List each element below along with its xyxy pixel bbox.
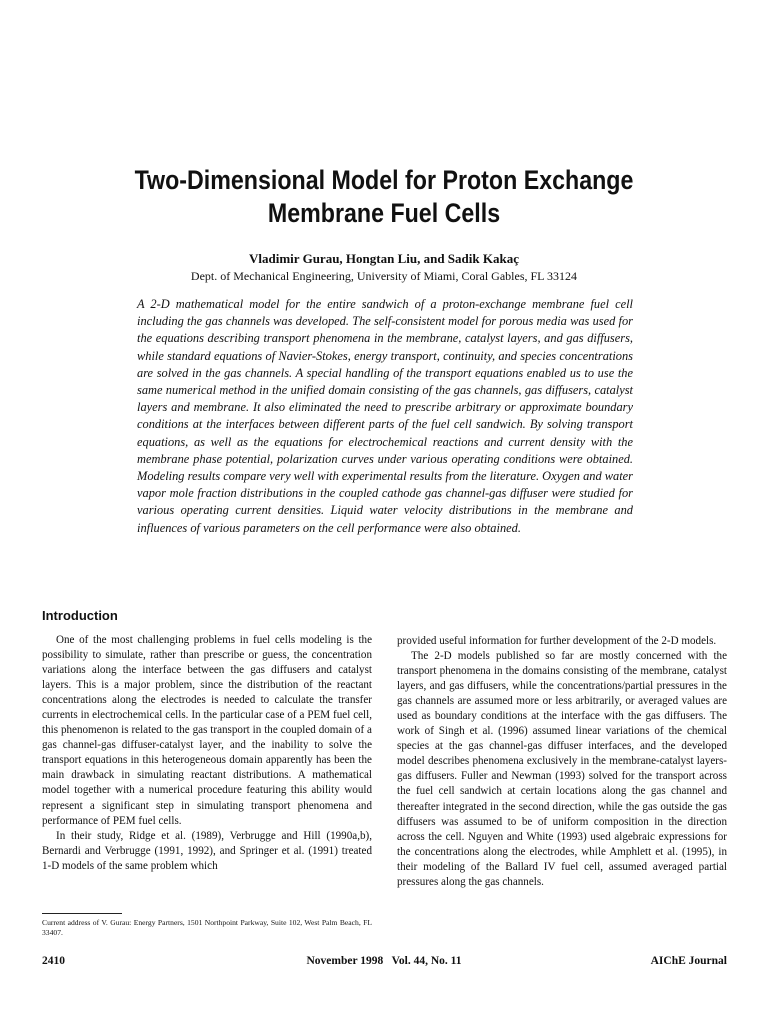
page-number: 2410 — [42, 955, 65, 967]
body-paragraph: In their study, Ridge et al. (1989), Verbrugge and Hill (1990a,b), Bernardi and Verbrugge (1991, 1992), and Springer et al. (1991) treated 1-D models of the same problem which — [42, 829, 372, 872]
body-paragraph: provided useful information for further development of the 2-D models. — [397, 635, 717, 647]
left-column — [42, 633, 372, 874]
section-heading-introduction: Introduction — [42, 608, 118, 623]
body-paragraph: One of the most challenging problems in fuel cells modeling is the possibility to simulate, rather than prescribe or guess, the concentration variations along the interface between the gas diffusers and catalyst layers. This is a major problem, since the distribution of the reactant concentrations along the electrodes is needed to calculate the transfer currents in electrochemical cells. In the particular case of a PEM fuel cell, this phenomenon is related to the gas transport in the coupled domain of a gas channel-gas diffuser-catalyst layer, and the inability to solve the transport equations in this heterogeneous domain apparently has been the main drawback in simulating reactant distributions. A mathematical model together with a numerical procedure featuring this ability would represent a significant step in simulating transport phenomena and performance of PEM fuel cells. — [42, 634, 372, 827]
right-column — [397, 634, 727, 890]
paper-title-line-1: Two-Dimensional Model for Proton Exchange — [134, 165, 634, 195]
abstract: A 2-D mathematical model for the entire sandwich of a proton-exchange membrane fuel cell including the gas channels was developed. The self-consistent model for porous media was used for the equations describing transport phenomena in the membrane, catalyst layers, and gas diffusers, while standard equations of Navier-Stokes, energy transport, continuity, and species concentrations are solved in the gas channels. A special handling of the transport equations enabled us to use the same numerical method in the unified domain consisting of the gas channels, gas diffusers, catalyst layers and membrane. It also eliminated the need to prescribe arbitrary or approximate boundary conditions at the interfaces between different parts of the fuel cell sandwich. By solving transport equations, as well as the equations for electrochemical reactions and current density with the membrane phase potential, polarization curves under various operating conditions were obtained. Modeling results compare very well with experimental results from the literature. Oxygen and water vapor mole fraction distributions in the coupled cathode gas channel-gas diffuser were studied for various operating current densities. Liquid water velocity distributions in the membrane and influences of various parameters on the cell performance were also obtained. — [137, 297, 633, 535]
footnote-divider — [42, 913, 122, 914]
affiliation: Dept. of Mechanical Engineering, University of Miami, Coral Gables, FL 33124 — [190, 269, 578, 283]
author-list: Vladimir Gurau, Hongtan Liu, and Sadik Kakaç — [249, 251, 519, 266]
paper-title-line-2: Membrane Fuel Cells — [267, 198, 501, 228]
paper-title — [88, 164, 680, 230]
footnote: Current address of V. Gurau: Energy Partners, 1501 Northpoint Parkway, Suite 102, West Palm Beach, FL 33407. — [42, 918, 372, 937]
journal-name: AIChE Journal — [650, 955, 727, 967]
issue-info-text: November 1998 Vol. 44, No. 11 — [306, 955, 462, 967]
body-paragraph: The 2-D models published so far are mostly concerned with the transport phenomena in the domains consisting of the membrane, catalyst layers, and gas diffusers, while the concentrations/partial pressures in the gas channels are assumed more or less arbitrarily, or averaged values are used as boundary conditions at the interface with the gas diffusers. The work of Singh et al. (1996) assumed linear variations of the chemical species at the gas channel-gas diffuser interfaces, and the developed model describes phenomena exclusively in the membrane-catalyst layers-gas diffusers. Fuller and Newman (1993) solved for the transport across the fuel cell sandwich at certain locations along the gas channel and thereafter integrated in the second direction, while the gas outside the gas diffusers was assumed to be of uniform composition in the direction across the cell. Nguyen and White (1993) used algebraic expressions for the concentrations along the electrodes, while Amphlett et al. (1995), in their modeling of the Ballard IV fuel cell, assumed averaged partial pressures along the gas channels. — [397, 650, 727, 888]
